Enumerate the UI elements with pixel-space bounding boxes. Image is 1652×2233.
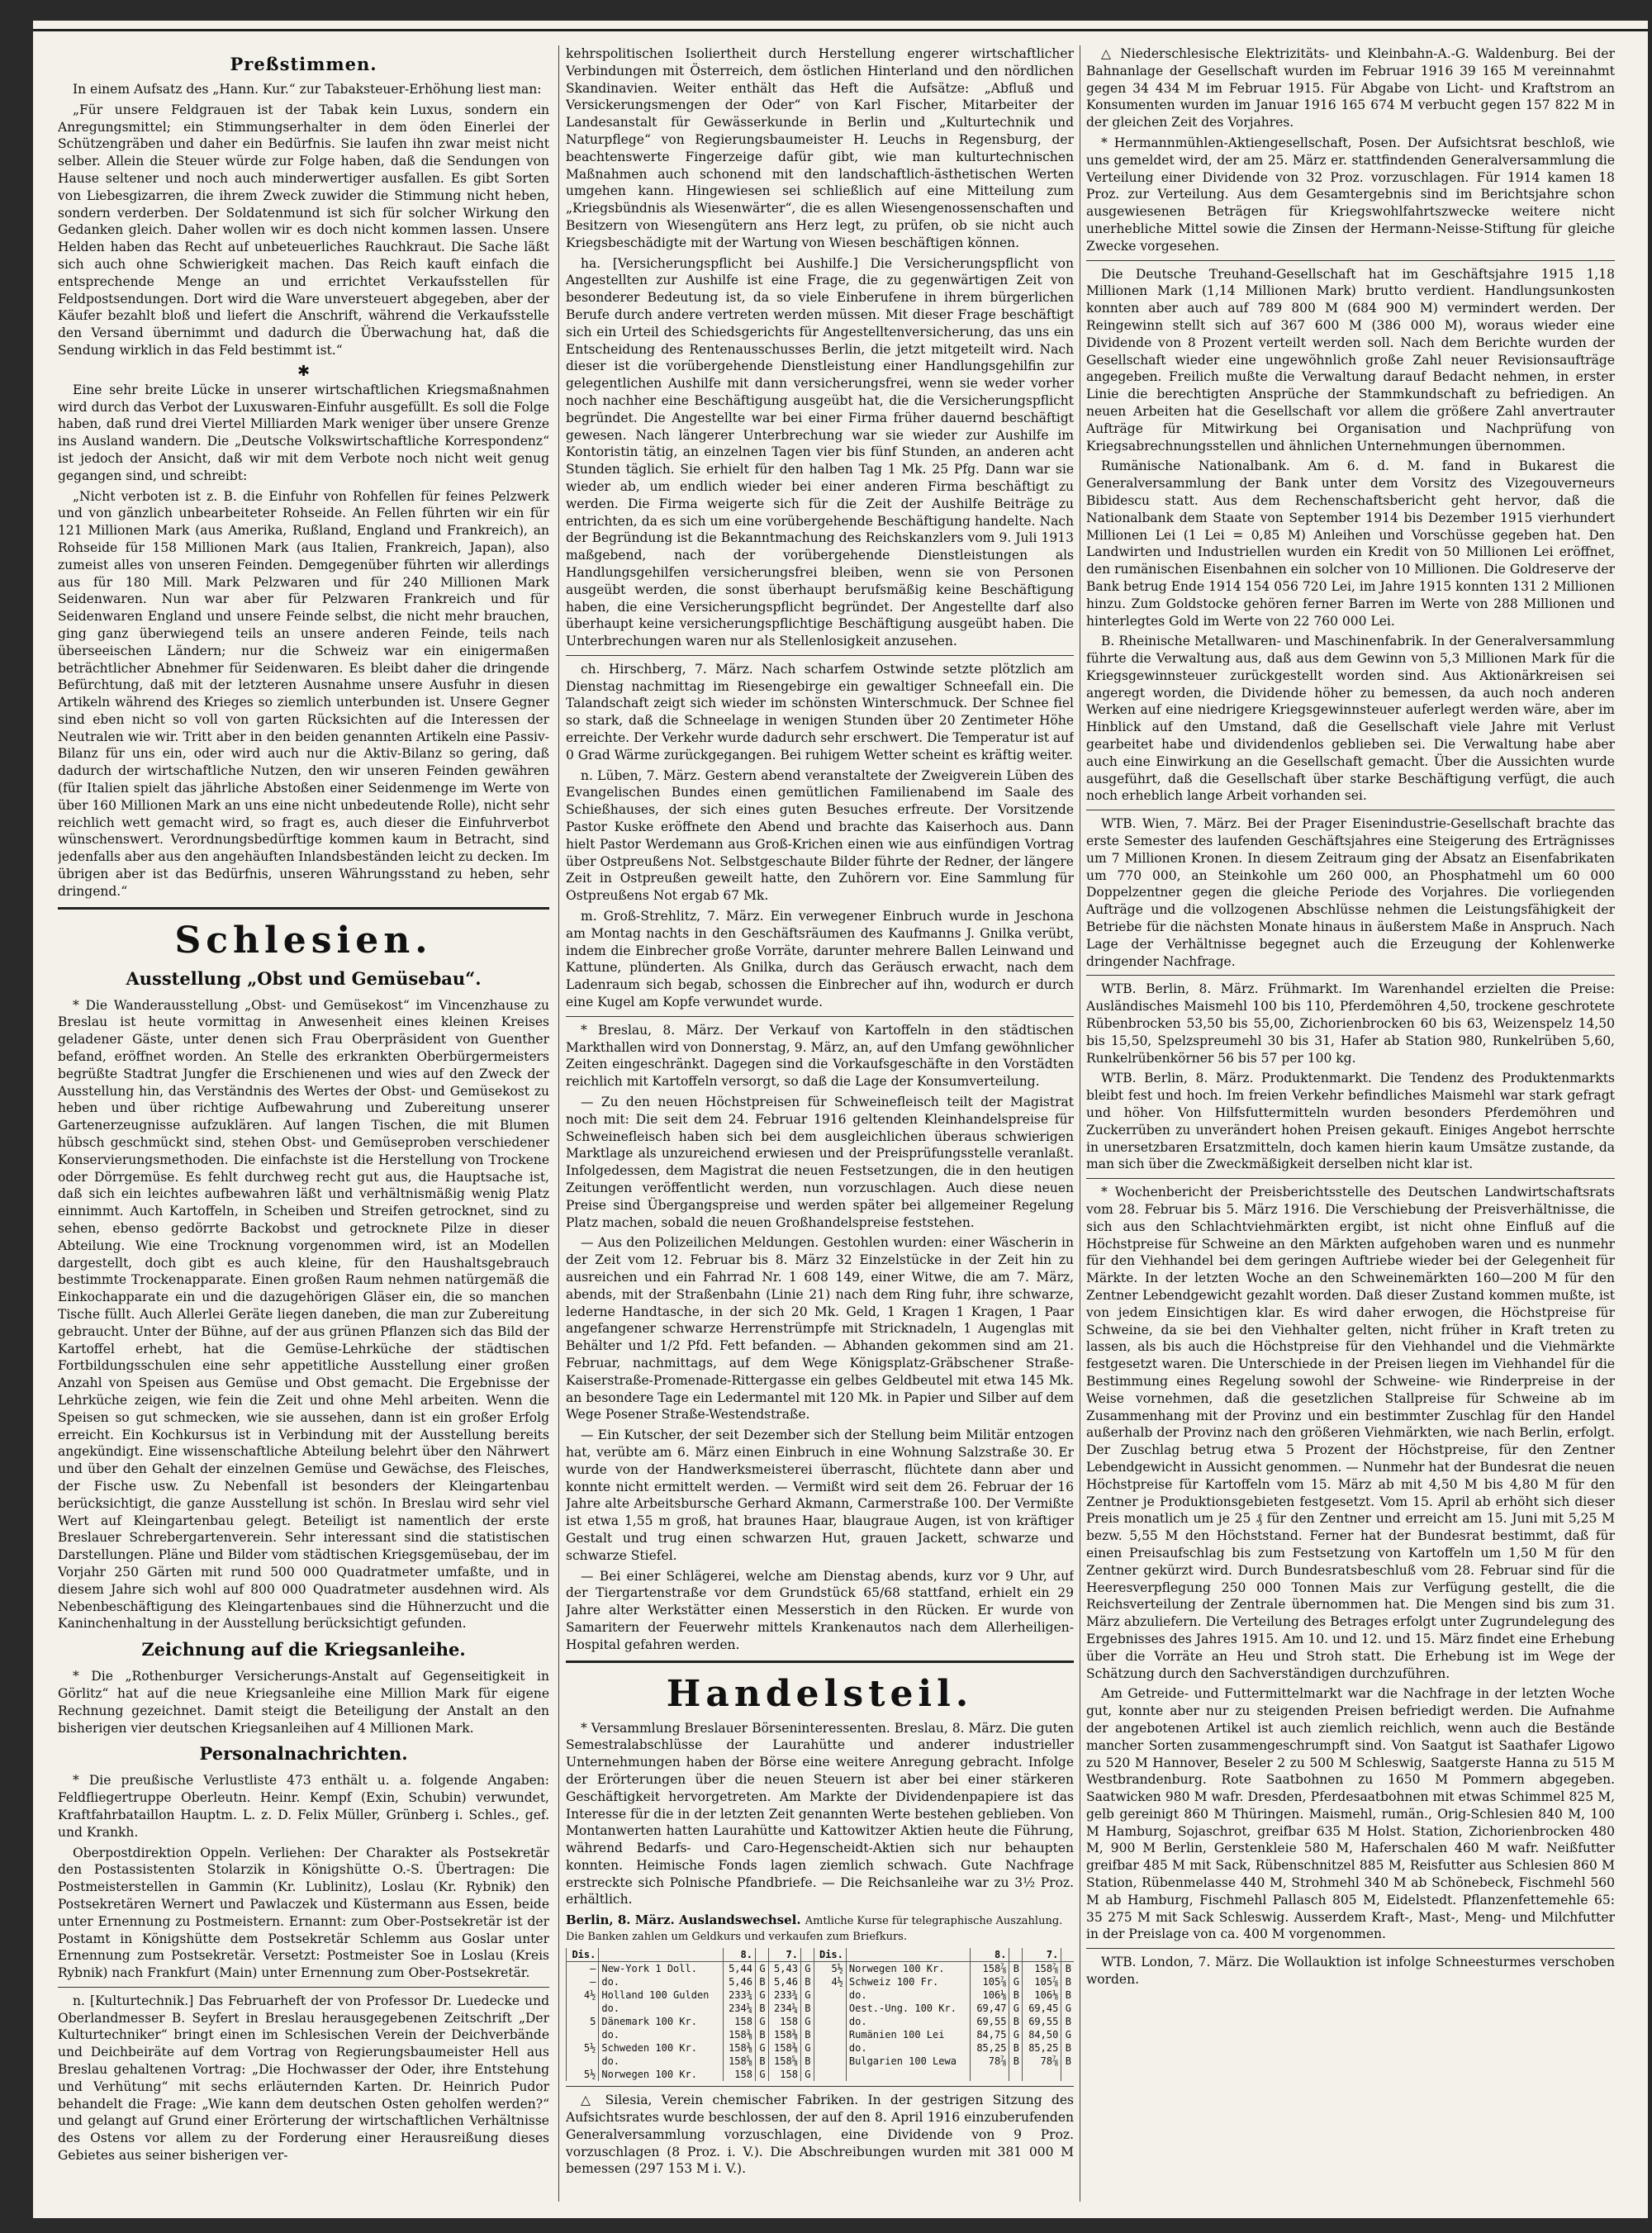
table-cell: B [1009,2055,1023,2068]
table-cell: 233¾ [768,1988,800,2002]
paragraph: Am Getreide- und Futtermittelmarkt war die Nachfrage in der letzten Woche gut, konnte aber nur zu steigenden Preisen befriedigt werden. Die Aufnahme der angebotenen Artikel ist auch ziemlich reichlich, wenn auch die Bestände mancher Sorten zusammengeschrumpft sind. Von Saatgut ist Saathafer Ligowo zu 520 M Hannover, Beseler 2 zu 500 M Schleswig, Saatgerste Hanna zu 515 M Westbrandenburg. Rote Saatbohnen zu 1650 M Pommern abgegeben. Saatwicken 980 M wafr. Dresden, Pferdesaatbohnen mit etwas Schimmel 825 M, gelb gereinigt 860 M Thüringen. Maismehl, rumän., Orig-Schlesien 840 M, 100 M Hamburg, Sojaschrot, greifbar 635 M Holst. Station, Zichorienbrocken 480 M, 900 M Berlin, Gerstenkleie 580 M, Haferschalen 460 M wafr. Neißfutter greifbar 485 M mit Sack, Rübenschnitzel 885 M, Reisfutter aus Schlesien 860 M Station, Rübenmelasse 440 M, Strohmehl 340 M ab Schönebeck, Fischmehl 560 M ab Hamburg, Fischmehl Pallasch 805 M, Eidelstedt. Pflanzenfettemehle 65: 35 275 M mit Sack Schleswig. Ausserdem Kraft-, Mast-, Meng- und Milchfutter in der Preislage von ca. 400 M vorgenommen. [1086,1686,1615,1942]
paragraph: * Die preußische Verlustliste 473 enthält u. a. folgende Angaben: Feldfliegertruppe Oberleutn. Heinr. Kempf (Exin, Schubin) verwundet, Kraftfahrbataillon Hauptm. L. z. D. Felix Müller, Grünberg i. Schles., gef. und Krankh. [58,1773,549,1840]
table-cell [567,2028,599,2041]
table-cell: 158⅞ [1023,1962,1061,1976]
table-cell: G [800,2015,814,2028]
column-middle [566,45,1074,2202]
column-divider [558,45,559,2202]
table-header-cell: Dis. [814,1948,846,1962]
table-cell: do. [599,2002,723,2015]
table-cell: Bulgarien 100 Lewa [846,2055,970,2068]
column-left [58,45,549,2202]
paragraph: ch. Hirschberg, 7. März. Nach scharfem Ostwinde setzte plötzlich am Dienstag nachmittag im Riesengebirge ein gewaltiger Schneefall ein. Die Talandschaft zeigt sich wieder im schönsten Winterschmuck. Der Schnee fiel so stark, daß die Schneelage in wenigen Stunden über 20 Zentimeter Höhe erreichte. Der Verkehr wurde dadurch sehr erschwert. Die Temperatur ist auf 0 Grad Wärme zurückgegangen. Bei ruhigem Wetter scheint es kräftig weiter. [566,661,1074,763]
table-cell: G [755,2068,768,2081]
paragraph: B. Rheinische Metallwaren- und Maschinenfabrik. In der Generalversammlung führte die Verwaltung aus, daß aus dem Gewinn von 5,3 Millionen Mark für die Kriegsgewinnsteuer zurückgestellt worden sind. Aus Aktionärkreisen sei angeregt worden, die Dividende höher zu bemessen, da auch noch anderen Werken auf eine niedrigere Kriegsgewinnsteuer auferlegt werden wäre, aber im Hinblick auf den Umstand, daß die Gesellschaft viele Jahre mit Verlust gearbeitet habe und dividendenlos geblieben sei. Die Verwaltung habe aber auch eine Einwirkung an die Gesellschaft gemacht. Über die Aussichten wurde ausgeführt, daß die Gesellschaft über starke Beschäftigung verfügt, die auch noch erheblich lange Arbeit vorhanden sei. [1086,634,1615,804]
table-cell: New-York 1 Doll. [599,1962,723,1976]
table-cell: B [1009,1962,1023,1976]
paragraph: WTB. Berlin, 8. März. Produktenmarkt. Die Tendenz des Produktenmarkts bleibt fest und hoch. Im freien Verkehr befindliches Maismehl war stark gefragt und höher. Von Hilfsfuttermitteln wurden besonders Pferdemöhren und Zuckerrüben zu unverändert hohen Preisen gekauft. Einiges Angebot herrschte in unersetzbaren Ersatzmitteln, doch kamen hierin kaum Umsätze zustande, da man sich über die Zweckmäßigkeit derselben nicht klar ist. [1086,1071,1615,1172]
table-cell: G [800,1988,814,2002]
paragraph: — Zu den neuen Höchstpreisen für Schweinefleisch teilt der Magistrat noch mit: Die seit dem 24. Februar 1916 geltenden Kleinhandelspreise für Schweinefleisch haben sich bei dem ausgleichlichen überaus schwierigen Marktlage als unzureichend erwiesen und der Preisprüfungsstelle veranlaßt. Infolgedessen, dem Magistrat die neuen Festsetzungen, die in den heutigen Zeitungen veröffentlicht werden, nun vorzuschlagen. Auch diese neuen Preise sind Übergangspreise und werden später bei allgemeiner Regelung Platz machen, sobald die neuen Großhandelspreise feststehen. [566,1095,1074,1230]
table-header-cell [800,1948,814,1962]
table-cell: do. [599,2055,723,2068]
table-cell [1061,2068,1074,2081]
top-rule [33,29,1648,31]
table-cell: B [1061,1988,1074,2002]
section-rule [58,907,549,910]
table-row [567,2055,1075,2068]
table-row [567,1975,1075,1988]
divider [1086,1178,1615,1179]
table-cell: B [800,1975,814,1988]
table-cell: B [1061,1962,1074,1976]
table-cell: B [800,2028,814,2041]
paragraph: △ Niederschlesische Elektrizitäts- und Kleinbahn-A.-G. Waldenburg. Bei der Bahnanlage der Gesellschaft wurden im Februar 1916 39 165 M vereinnahmt gegen 34 434 M im Februar 1915. Für Abgabe von Licht- und Kraftstrom an Konsumenten wurden im Januar 1916 165 674 M verbucht gegen 157 822 M in der gleichen Zeit des Vorjahres. [1086,46,1615,131]
table-cell: G [755,1962,768,1976]
paragraph: WTB. Berlin, 8. März. Frühmarkt. Im Warenhandel erzielten die Preise: Ausländisches Maismehl 100 bis 110, Pferdemöhren 4,50, trockene geschrotete Rübenbrocken 53,50 bis 55,00, Zichorienbrocken 60 bis 63, Weizenspelz 14,50 bis 15,50, Spelzspreumehl 30 bis 31, Hafer ab Station 980, Runkelrüben 5,60, Runkelrübenkörner 56 bis 57 per 100 kg. [1086,981,1615,1066]
table-header-cell: Dis. [567,1948,599,1962]
table-row [567,1988,1075,2002]
table-cell: B [755,2002,768,2015]
table-header-cell [599,1948,723,1962]
table-cell: 4½ [814,1975,846,1988]
divider [566,2086,1074,2087]
subheading-ausstellung: Ausstellung „Obst und Gemüsebau“. [126,967,482,989]
table-header-cell [846,1948,970,1962]
table-cell: 78⅞ [1023,2055,1061,2068]
table-cell [814,2041,846,2055]
table-cell: Schweiz 100 Fr. [846,1975,970,1988]
table-cell: 4½ [567,1988,599,2002]
paragraph: WTB. London, 7. März. Die Wollauktion ist infolge Schneesturmes verschoben worden. [1086,1955,1615,1988]
paragraph: Rumänische Nationalbank. Am 6. d. M. fand in Bukarest die Generalversammlung der Bank unter dem Vorsitz des Vizegouverneurs Bibidescu statt. Aus dem Rechenschaftsbericht geht hervor, daß die Nationalbank dem Staate von September 1914 bis Dezember 1915 vierhundert Millionen Lei (1 Lei = 0,85 M) Anleihen und Vorschüsse gegeben hat. Den Landwirten und Industriellen wurden ein Kredit von 50 Millionen Lei eröffnet, den rumänischen Eisenbahnen ein solcher von 10 Millionen. Die Goldreserve der Bank betrug Ende 1914 154 056 720 Lei, im Jahre 1915 konnten 131 2 Millionen hinzu. Zum Goldstocke gehören ferner Barren im Werte von 288 Millionen und hinterlegtes Gold im Werte von 22 760 000 Lei. [1086,458,1615,629]
paragraph: Die Deutsche Treuhand-Gesellschaft hat im Geschäftsjahre 1915 1,18 Millionen Mark (1,14 Millionen Mark) brutto verdient. Handlungsunkosten konnten aber auch auf 789 800 M (684 900 M) vermindert werden. Der Reingewinn stellt sich auf 367 600 M (386 000 M), woraus wieder eine Dividende von 8 Prozent verteilt werden soll. Nach dem Berichte wurden der Gesellschaft wieder eine ungewöhnlich große Zahl neuer Revisionsaufträge angegeben. Freilich mußte die Verwaltung darauf Bedacht nehmen, in erster Linie die berechtigten Ansprüche der Stammkundschaft zu befriedigen. An neuen Arbeiten hat die Gesellschaft vor allem die größere Zahl anvertrauter Aufträge für Mitwirkung bei Organisation und Nachprüfung von Kriegsabrechnungsstellen und ähnlichen Unternehmungen übernommen. [1086,266,1615,454]
paragraph: ha. [Versicherungspflicht bei Aushilfe.] Die Versicherungspflicht von Angestellten zur Aushilfe ist eine Frage, die zu gegenwärtigen Zeit von besonderer Bedeutung ist, da so viele Einberufene in ihrem bürgerlichen Berufe durch andere vertreten werden müssen. Mit dieser Frage beschäftigt sich ein Urteil des Schiedsgerichts für Angestelltenversicherung, das uns ein Entscheidung des Rentenausschusses Berlin, die jetzt mitgeteilt wird. Nach dieser ist die vorübergehende Dienstleistung einer Handlungsgehilfin zur gelegentlichen Aushilfe mit dann versicherungsfrei, wenn sie weder vorher noch nachher eine Beschäftigung ausgeübt hat, die die Versicherungspflicht begründet. Die Angestellte war bei einer Firma früher dauernd beschäftigt gewesen. Nach längerer Unterbrechung war sie wieder zur Aushilfe im Kontoristin tätig, an einzelnen Tagen vier bis fünf Stunden, an anderen acht Stunden täglich. Sie erhielt für den halben Tag 1 Mk. 25 Pfg. Dann war sie wieder ab, um endlich wieder bei einer anderen Firma beschäftigt zu werden. Die Firma weigerte sich für die Zeit der Aushilfe Beiträge zu entrichten, da es sich um eine vorübergehende Beschäftigung handelte. Nach der Begründung ist die Bekanntmachung des Reichskanzlers vom 9. Juli 1913 maßgebend, nach der vorübergehende Dienstleistungen als Handlungsgehilfen versicherungsfrei bleiben, wenn sie von Personen ausgeübt werden, die sonst überhaupt berufsmäßig keine Beschäftigung haben, die eine Versicherungspflicht begründet. Der Angestellte darf also überhaupt keine versicherungspflichtige Beschäftigung ausgeübt haben. Die Unterbrechungen waren nur als Stellenlosigkeit anzusehen. [566,255,1074,649]
table-cell: 158⅞ [971,1962,1009,1976]
table-cell: B [1061,1975,1074,1988]
table-cell: 69,45 [1023,2002,1061,2015]
paragraph: — Bei einer Schlägerei, welche am Dienstag abends, kurz vor 9 Uhr, auf der Tiergartenstraße vor dem Grundstück 65/68 stattfand, erhielt ein 29 Jahre alter Werkstätter einen Messerstich in den Rücken. Er wurde von Samaritern der Feuerwehr mittels Krankenautos nach dem Allerheiligen-Hospital gefahren werden. [566,1568,1074,1652]
table-header-cell [1061,1948,1074,1962]
table-cell [567,2055,599,2068]
table-cell: Schweden 100 Kr. [599,2041,723,2055]
heading-schlesien: Schlesien. [174,919,433,962]
table-row [567,1962,1075,1976]
table-cell: 158 [768,2068,800,2081]
table-cell: 158⅝ [768,2055,800,2068]
divider [1086,1948,1615,1949]
table-cell: 233¾ [723,1988,755,2002]
table-cell: 158 [768,2015,800,2028]
table-cell [1023,2068,1061,2081]
table-cell: B [1009,2041,1023,2055]
table-cell: Norwegen 100 Kr. [599,2068,723,2081]
table-cell: G [755,2041,768,2055]
subheading-personal: Personalnachrichten. [199,1743,408,1765]
table-header-cell: 7. [768,1948,800,1962]
paragraph: „Für unsere Feldgrauen ist der Tabak kein Luxus, sondern ein Anregungsmittel; ein Stimmungserhalter in dem öden Einerlei der Schützengräben und daher ein Bedürfnis. Sie laufen ihn zwar meist nicht selber. Allein die Steuer würde zur Folge haben, daß die Sendungen von Hause seltener und noch auch minderwertiger ausfallen. Es gibt Sorten von Liebesgizarren, die ihrem Zweck zuwider die Stimmung nicht heben, sondern verderben. Der Soldatenmund ist sich für solcher Wirkung den Gedanken gleich. Daher wollen wir es doch nicht kommen lassen. Unsere Helden haben das Recht auf unbeteuerliches Rauchkraut. Die Sache läßt sich auch ohne Schwierigkeit machen. Das Reich kauft einfach die entsprechende Menge an und errichtet Verkaufsstellen für Feldpostsendungen. Dort wird die Ware unversteuert abgegeben, aber der Käufer bezahlt bloß und liefert die Anschrift, während die Verkaufsstelle den Versand übernimmt und dadurch die Überwachung hat, daß die Sendung wirklich in das Feld bestimmt ist.“ [58,102,549,358]
table-cell: — [567,1975,599,1988]
table-cell: 158⅜ [723,2041,755,2055]
table-cell: G [1009,1975,1023,1988]
table-cell: 5,46 [768,1975,800,1988]
paragraph: n. [Kulturtechnik.] Das Februarheft der von Professor Dr. Luedecke und Oberlandmesser B. Seyfert in Breslau herausgegebenen Zeitschrift „Der Kulturtechniker“ bringt einen im Schlesischen Verein der Deichverbände und Deichbeiräte auf dem Vortrag von Regierungsbaumeister Hell aus Breslau gehaltenen Vortrag: „Die Hochwasser der Oder, ihre Entstehung und Verhütung“ mit sechs erläuternden Karten. Dr. Heinrich Pudor behandelt die Frage: „Wie kann dem deutschen Osten geholfen werden?“ und gelangt auf Grund einer Erörterung der wirtschaftlichen Verhältnisse des Ostens vor allem zu der Forderung einer Herausreißung dieses Gebietes aus seiner bisherigen ver- [58,1993,549,2164]
paragraph: △ Silesia, Verein chemischer Fabriken. In der gestrigen Sitzung des Aufsichtsrates wurde beschlossen, der auf den 8. April 1916 einzuberufenden Generalversammlung vorzuschlagen, eine Dividende von 9 Proz. vorzuschlagen (8 Proz. i. V.). Die Abschreibungen wurden mit 381 000 M bemessen (297 153 M i. V.). [566,2093,1074,2177]
table-cell: 85,25 [971,2041,1009,2055]
exchange-rate-table [566,1948,1074,2081]
table-cell [814,2068,846,2081]
table-cell: 158 [723,2068,755,2081]
table-cell: B [755,2028,768,2041]
table-row [567,2068,1075,2081]
paragraph: — Aus den Polizeilichen Meldungen. Gestohlen wurden: einer Wäscherin in der Zeit vom 12. Februar bis 8. März 32 Einzelstücke in der Zeit hin zu ausreichen und ein Fahrrad Nr. 1 608 149, einer Witwe, die am 7. März, abends, mit der Straßenbahn (Linie 21) nach dem Ring fuhr, ihre schwarze, lederne Handtasche, in der sich 20 Mk. Geld, 1 Kragen 1 Kragen, 1 Paar angefangener schwarze Herrenstrümpfe mit Stricknadeln, 1 Augenglas mit Behälter und 1/2 Pfd. Fett befanden. — Abhanden gekommen sind am 21. Februar, nachmittags, auf dem Wege Königsplatz-Gräbschener Straße-Kaiserstraße-Promenade-Rittergasse ein gelbes Geldbeutel mit etwa 145 Mk. an besondere Tage ein Ledermantel mit 120 Mk. in Papier und Silber auf dem Wege Posener Straße-Westendstraße. [566,1235,1074,1423]
table-cell: B [1061,2015,1074,2028]
table-cell [846,2068,970,2081]
table-cell: 5 [567,2015,599,2028]
table-cell: Dänemark 100 Kr. [599,2015,723,2028]
heading-handelsteil: Handelsteil. [666,1672,974,1715]
table-cell: 69,55 [971,2015,1009,2028]
table-cell: — [567,1962,599,1976]
divider [1086,975,1615,976]
column-right [1086,45,1615,2202]
paragraph: * Die Wanderausstellung „Obst- und Gemüsekost“ im Vincenzhause zu Breslau ist heute vormittag in Anwesenheit eines kleinen Kreises geladener Gäste, unter denen sich Frau Oberpräsident von Guenther befand, eröffnet worden. An Stelle des erkrankten Oberbürgermeisters begrüßte Stadtrat Jungfer die Erschienenen und wies auf den Zweck der Ausstellung hin, das Verständnis des Wertes der Obst- und Gemüsekost zu heben und über richtige Aufbewahrung und Zubereitung unserer Gartenerzeugnisse aufzuklären. Auf langen Tischen, die mit Blumen hübsch geschmückt sind, stehen Obst- und Gemüseproben verschiedener Konservierungsmethoden. Die einfachste ist die Herstellung von Trockene oder Dörrgemüse. Es fehlt durchweg recht gut aus, die Hauptsache ist, daß sich ein leichtes aufbewahren läßt und verhältnismäßig wenig Platz einnimmt. Auch Kartoffeln, in Scheiben und Streifen getrocknet, sind zu sehen, ebenso gedörrte Backobst und getrocknete Pilze in dieser Abteilung. Wie eine Trocknung vorgenommen wird, ist an Modellen dargestellt, doch gibt es auch kleine, für den Haushaltsgebrauch bestimmte Trockenapparate. Einen großen Raum nehmen natürgemäß die Einkochapparate ein und die dazugehörigen Gläser ein, die so manchen Tische füllt. Auch Allerlei Geräte liegen daneben, die man zur Zubereitung gebraucht. Unter der Bühne, auf der aus grünen Pflanzen sich das Bild der Kartoffel erhebt, hat die Gemüse-Lehrküche der städtischen Fortbildungsschulen eine sehr appetitliche Ausstellung einer großen Anzahl von Speisen aus Gemüse und Obst gemacht. Die Ergebnisse der Lehrküche zeigen, wie fein die Zeit und ohne Mehl arbeiten. Wenn die Speisen so gut schmecken, wie sie aussehen, dann ist ein großer Erfolg erreicht. Ein Kochkursus ist in Verbindung mit der Ausstellung bereits angekündigt. Eine wissenschaftliche Abteilung belehrt über den Nährwert und über den Gehalt der einzelnen Gemüse und Gewächse, des Fleisches, der Fische usw. Zu Nebenfall ist besonders der Kleingartenbau berücksichtigt, die ganze Ausstellung ist schön. In Breslau wird sehr viel Wert auf Kleingartenbau gelegt. Beteiligt ist namentlich der erste Breslauer Schrebergartenverein. Sehr interessant sind die statistischen Darstellungen. Pläne und Bilder vom städtischen Kriegsgemüsebau, der im Vorjahr 250 Gärten mit rund 500 000 Quadratmeter umfaßte, und in diesem Jahre sich wohl auf 800 000 Quadratmeter ausdehnen wird. Als Nebenbeschäftigung des Kleingartenbaues sind die Hühnerzucht und die Kaninchenhaltung in der Ausstellung berücksichtigt gefunden. [58,997,549,1632]
paragraph: * Versammlung Breslauer Börseninteressenten. Breslau, 8. März. Die guten Semestralabschlüsse der Laurahütte und anderer industrieller Unternehmungen haben der Börse eine weitere Anregung gebracht. Infolge der Erörterungen über die neuen Steuern ist aber bei einer stärkeren Geschäftigkeit hervorgetreten. Am Markte der Dividendenpapiere ist das Interesse für die in der letzten Zeit genannten Werte bestehen geblieben. Von Montanwerten hatten Laurahütte und Kattowitzer Aktien heute die Führung, während Bedarfs- und Caro-Hegenscheidt-Aktien sich nur behaupten konnten. Heimische Fonds lagen ziemlich schwach. Gute Nachfrage erstreckte sich Polnische Pfandbriefe. — Die Reichsanleihe war zu 3½ Proz. erhältlich. [566,1720,1074,1908]
table-cell: 158⅝ [723,2055,755,2068]
table-cell: 5½ [567,2041,599,2055]
table-cell [971,2068,1009,2081]
table-header-cell: 8. [723,1948,755,1962]
table-row [567,2015,1075,2028]
table-cell: 69,47 [971,2002,1009,2015]
table-cell: do. [599,2028,723,2041]
table-header-cell: 8. [971,1948,1009,1962]
table-header-cell [755,1948,768,1962]
table-cell: 69,55 [1023,2015,1061,2028]
table-header-cell [1009,1948,1023,1962]
paragraph: kehrspolitischen Isoliertheit durch Herstellung engerer wirtschaftlicher Verbindungen mit Österreich, dem östlichen Hinterland und den nördlichen Skandinavien. Weiter enthält das Heft die Aufsätze: „Abfluß und Versickerungsmengen der Oder“ von Karl Fischer, Mitarbeiter der Landesanstalt für Gewässerkunde in Berlin und „Kulturtechnik und Naturpflege“ von Regierungsbaumeister H. Leuchs in Regensburg, der beachtenswerte Fingerzeige dafür gibt, wie man kulturtechnischen Maßnahmen auch schonend mit den landschaftlich-ästhetischen Werten umgehen kann. Hingewiesen sei schließlich auf eine Mitteilung zum „Kriegsbündnis als Wiesenwärter“, die es allen Wiesengenossenschaften und Besitzern von Wiesengütern ans Herz legt, zu prüfen, ob sie nicht auch Kriegsbeschädigte mit der Wartung von Wiesen beschäftigen können. [566,46,1074,250]
paragraph: In einem Aufsatz des „Hann. Kur.“ zur Tabaksteuer-Erhöhung liest man: [73,82,542,97]
paragraph: * Die „Rothenburger Versicherungs-Anstalt auf Gegenseitigkeit in Görlitz“ hat auf die neue Kriegsanleihe eine Million Mark für eigene Rechnung gezeichnet. Damit steigt die Beteiligung der Anstalt an den bisherigen vier deutschen Kriegsanleihen auf 4 Millionen Mark. [58,1669,549,1736]
subheading-zeichnung: Zeichnung auf die Kriegsanleihe. [141,1639,466,1660]
table-cell: do. [846,2041,970,2055]
table-cell [814,2002,846,2015]
table-cell: 106⅛ [1023,1988,1061,2002]
table-cell: do. [846,2015,970,2028]
table-cell: G [755,1988,768,2002]
table-cell: B [1009,2015,1023,2028]
table-cell: 158⅜ [768,2041,800,2055]
table-cell: 84,50 [1023,2028,1061,2041]
table-cell [1009,2068,1023,2081]
paragraph: WTB. Wien, 7. März. Bei der Prager Eisenindustrie-Gesellschaft brachte das erste Semester des laufenden Geschäftsjahres eine Steigerung des Erträgnisses um 7 Millionen Kronen. In diesem Zeitraum ging der Absatz an Eisenfabrikaten um 770 000, an Steinkohle um 260 000, an Phosphatmehl um 60 000 Doppelzentner gegen die gleiche Periode des Vorjahres. Die vorliegenden Aufträge und die vollzogenen Abschlüsse nehmen die Leistungsfähigkeit der Betriebe für die nächsten Monate hinaus in äußerstem Maße in Anspruch. Nach Lage der Verhältnisse begegnet auch die Erzeugung der Kohlenwerke dringender Nachfrage. [1086,816,1615,969]
newspaper-page [33,21,1648,2218]
table-cell: G [800,2068,814,2081]
table-cell: 105⅞ [1023,1975,1061,1988]
paragraph: „Nicht verboten ist z. B. die Einfuhr von Rohfellen für feines Pelzwerk und von gänzlich unbearbeiteter Rohseide. An Fellen führten wir ein für 121 Millionen Mark (aus Amerika, Rußland, England und Frankreich), an Rohseide für 158 Millionen Mark (aus Italien, Frankreich, Japan), also zumeist alles von unseren Feinden. Demgegenüber führten wir allerdings aus für 180 Mill. Mark Pelzwaren und für 240 Millionen Mark Seidenwaren. Nun war aber für Pelzwaren Frankreich und für Seidenwaren England und unsere Feinde selbst, die nicht mehr brauchen, ging ganz überwiegend teils an unsere anderen Feinde, teils nach überseeischen Ländern; nur die Schweiz war ein einigermaßen beträchtlicher Abnehmer für Seidenwaren. Es bleibt daher die dringende Befürchtung, daß mit der letzteren Ausnahme unsere Ausfuhr in diesen Artikeln während des Krieges so ziemlich unterbunden ist. Unsere Gegner sind eben nicht so voll von garten Rücksichten auf die Interessen der Neutralen wie wir. Tritt aber in den beiden genannten Artikeln eine Passiv-Bilanz für uns ein, oder wird auch nur die Aktiv-Bilanz so gering, daß dadurch der wirtschaftliche Nutzen, den wir unseren Feinden gewähren (für Italien spielt das jährliche Abstoßen einer Seidenmenge im Werte von über 160 Millionen Mark an uns eine nicht unbedeutende Rolle), nicht sehr reichlich wett gemacht wird, so fragt es, auch dieser die Einfuhrverbot wünschenswert. Verordnungsbedürftige kommen kaum in Betracht, sind jedenfalls aber aus den angehäuften Inlandsbeständen leicht zu decken. Im übrigen aber ist das Bedürfnis, unseren Währungsstand zu heben, sehr dringend.“ [58,488,549,899]
table-cell: Holland 100 Gulden [599,1988,723,2002]
table-cell: 106⅛ [971,1988,1009,2002]
fx-heading: Berlin, 8. März. Auslandswechsel. [566,1912,801,1928]
table-cell [814,2028,846,2041]
paragraph: Eine sehr breite Lücke in unserer wirtschaftlichen Kriegsmaßnahmen wird durch das Verbot der Luxuswaren-Einfuhr ausgefüllt. Es soll die Folge haben, daß rund drei Viertel Milliarden Mark weniger über unsere Grenze ins Ausland wandern. Die „Deutsche Volkswirtschaftliche Korrespondenz“ ist jedoch der Ansicht, daß wir mit dem Verbote noch nicht weit genug gegangen sind, und schreibt: [58,382,549,483]
table-cell: G [1061,2002,1074,2015]
fx-block [566,1912,1074,1943]
table-cell: 78⅞ [971,2055,1009,2068]
paragraph: — Ein Kutscher, der seit Dezember sich der Stellung beim Militär entzogen hat, verübte am 6. März einen Einbruch in eine Wohnung Salzstraße 30. Er wurde von der Handwerksmeisterei überrascht, flüchtete dann aber und konnte nicht ermittelt werden. — Vermißt wird seit dem 26. Februar der 16 Jahre alte Arbeitsbursche Gerhard Akmann, Carmerstraße 100. Der Vermißte ist etwa 1,55 m groß, hat braunes Haar, blaugraue Augen, ist von kräftiger Gestalt und trug einen schwarzen Hut, grauen Jackett, schwarze und schwarze Stiefel. [566,1428,1074,1563]
table-cell [814,2055,846,2068]
table-cell: do. [599,1975,723,1988]
table-cell: B [1061,2055,1074,2068]
divider [566,655,1074,656]
paragraph: * Wochenbericht der Preisberichtsstelle des Deutschen Landwirtschaftsrats vom 28. Februar bis 5. März 1916. Die Verschiebung der Preisverhältnisse, die sich aus den Schlachtviehmärkten ergibt, ist nicht ohne Einfluß auf die Höchstpreise für Schweine an den Märkten aufgehoben waren und es nunmehr für den Viehhandel bei dem geringen Auftriebe wieder bei der Gelegenheit für Märkte. In der letzten Woche an den Schweinemärkten 160—200 M für den Zentner Lebendgewicht gezahlt worden. Daß dieser Zustand kommen mußte, ist von jedem Einsichtigen klar. Es wird daher erwogen, die Höchstpreise für Schweine, da sie bei den Viehhalter gelten, nicht früher in Kraft treten zu lassen, als bis auch die Höchstpreise für den Viehhandel und die Viehmärkte festgesetzt waren. Die Unterschiede in der Preisen liegen im Viehhandel für die Bestimmung eines Regelung sowohl der Schweine- wie Rinderpreise in der Weise vornehmen, daß die gesetzlichen Stallpreise für Schweine ab im Zusammenhang mit der Provinz und ein bestimmter Zuschlag für den Handel außerhalb der Provinz nach den größeren Viehmärkten, wie nach Berlin, erfolgt. Der Zuschlag betrug etwa 5 Prozent der Höchstpreise, für den Zentner Lebendgewicht in Aussicht genommen. — Nunmehr hat der Bundesrat die neuen Höchstpreise für Kartoffeln vom 15. März ab mit 4,50 M bis 4,80 M für den Zentner je Produktionsgebieten festgesetzt. Vom 15. April ab erhöht sich dieser Preis monatlich um je 25 ₰ für den Zentner und erreicht am 15. Juni mit 5,25 M bezw. 5,55 M den Höchststand. Ferner hat der Bundesrat bestimmt, daß für einen Preisaufschlag bis zum Festsetzung von Kartoffeln um 1,50 M für den Zentner gekürzt wird. Durch Bundesratsbeschluß vom 28. Februar sind für die Heeresverpflegung 250 000 Tonnen Mais zur Verfügung gestellt, die die Reichsverteilung der Zentrale übernommen hat. Die Mengen sind bis zum 31. März abzuliefern. Die Verteilung des Betrages erfolgt unter Zugrundelegung des Ergebnisses des Jahres 1915. Am 10. und 12. und 15. März findet eine Erhebung über die Vorräte an Heu und Stroh statt. Die Erhebung ist im Wege der Schätzung durch den Sachverständigen durchzuführen. [1086,1185,1615,1681]
table-cell: 158⅜ [723,2028,755,2041]
table-cell: B [755,1975,768,1988]
divider [58,1987,549,1988]
table-cell: 5,43 [768,1962,800,1976]
table-cell: 234¼ [723,2002,755,2015]
paragraph: * Breslau, 8. März. Der Verkauf von Kartoffeln in den städtischen Markthallen wird von Donnerstag, 9. März, an, auf den Umfang gewöhnlicher Zeiten eingeschränkt. Dagegen sind die Vorkaufsgeschäfte in den Vorstädten reichlich mit Kartoffeln versorgt, so daß die Lage der Konsumverteilung. [566,1022,1074,1090]
table-cell: Norwegen 100 Kr. [846,1962,970,1976]
table-row [567,2041,1075,2055]
table-cell: 158 [723,2015,755,2028]
table-cell: B [755,2055,768,2068]
table-cell [814,2015,846,2028]
table-cell: 84,75 [971,2028,1009,2041]
table-cell: G [800,1962,814,1976]
table-cell: G [1009,2028,1023,2041]
paragraph: * Hermannmühlen-Aktiengesellschaft, Posen. Der Aufsichtsrat beschloß, wie uns gemeldet wird, der am 25. März er. stattfindenden Generalversammlung die Verteilung einer Dividende von 32 Proz. vorzuschlagen. Für 1914 kamen 18 Proz. zur Verteilung. Aus dem Gesamtergebnis sind im Berichtsjahre schon ausgewiesenen Beträgen für Kriegswohlfahrtszwecke weitere nicht unerhebliche Mittel sowie die Zinsen der Hermann-Neisse-Stiftung für gleiche Zwecke vorgesehen. [1086,135,1615,254]
table-header-cell: 7. [1023,1948,1061,1962]
divider [1086,260,1615,261]
table-row [567,2028,1075,2041]
table-cell: G [800,2041,814,2055]
fx-note: Amtliche Kurse für telegraphische Auszahlung. Die Banken zahlen um Geldkurs und verkaufen zum Briefkurs. [566,1915,1063,1944]
table-cell: B [800,2002,814,2015]
table-cell: B [1061,2041,1074,2055]
table-cell: G [1061,2028,1074,2041]
table-cell: 5,44 [723,1962,755,1976]
table-cell: 5½ [814,1962,846,1976]
table-cell [567,2002,599,2015]
table-row [567,2002,1075,2015]
paragraph: n. Lüben, 7. März. Gestern abend veranstaltete der Zweigverein Lüben des Evangelischen Bundes einen gemütlichen Familienabend im Saale des Schießhauses, der sich eines guten Besuches erfreute. Der Vorsitzende Pastor Kuske eröffnete den Abend und brachte das Kaiserhoch aus. Dann hielt Pastor Werdemann aus Groß-Krichen einen wie aus einfündigen Vortrag über Ostpreußens Not. Selbstgeschaute Bilder führte der Redner, der längere Zeit in Ostpreußen geweilt hatte, den Zuhörern vor. Eine Sammlung für Ostpreußens Not ergab 67 Mk. [566,767,1074,904]
table-cell: 5½ [567,2068,599,2081]
section-rule [566,1660,1074,1663]
table-cell [814,1988,846,2002]
table-cell: B [1009,1988,1023,2002]
table-cell: Oest.-Ung. 100 Kr. [846,2002,970,2015]
heading-pressestimmen: Preßstimmen. [230,54,377,74]
divider [566,1016,1074,1017]
table-cell: Rumänien 100 Lei [846,2028,970,2041]
table-cell: do. [846,1988,970,2002]
table-cell: 105⅞ [971,1975,1009,1988]
table-cell: 158⅜ [768,2028,800,2041]
table-cell: 85,25 [1023,2041,1061,2055]
separator-asterisk-icon: ✱ [297,362,311,380]
table-cell: B [800,2055,814,2068]
table-cell: 234¼ [768,2002,800,2015]
paragraph: Oberpostdirektion Oppeln. Verliehen: Der Charakter als Postsekretär den Postassistenten Stolarzik in Königshütte O.-S. Übertragen: Die Postmeisterstellen in Gammin (Kr. Lublinitz), Loslau (Kr. Rybnik) den Postsekretären Wernert und Pawlaczek und Küstermann aus Essen, beide unter Ernennung zu Postmeistern. Ernannt: zum Ober-Postsekretär ist der Postamt in Königshütte dem Postsekretär Schlemm aus Goslar unter Ernennung zum Postsekretär. Versetzt: Postmeister Soe in Loslau (Kreis Rybnik) nach Frankfurt (Main) unter Ernennung zum Ober-Postsekretär. [58,1845,549,1981]
table-cell: 5,46 [723,1975,755,1988]
table-cell: G [1009,2002,1023,2015]
table-cell: G [755,2015,768,2028]
paragraph: m. Groß-Strehlitz, 7. März. Ein verwegener Einbruch wurde in Jeschona am Montag nachts in den Geschäftsräumen des Kaufmanns J. Gnilka verübt, indem die Einbrecher große Vorräte, darunter mehrere Ballen Leinwand und Kattune, plünderten. Als Gnilka, durch das Geräusch erwacht, nach dem Ladenraum sich begab, schossen die Einbrecher auf ihn, wodurch er durch eine Kugel am Kopfe verwundet wurde. [566,909,1074,1010]
